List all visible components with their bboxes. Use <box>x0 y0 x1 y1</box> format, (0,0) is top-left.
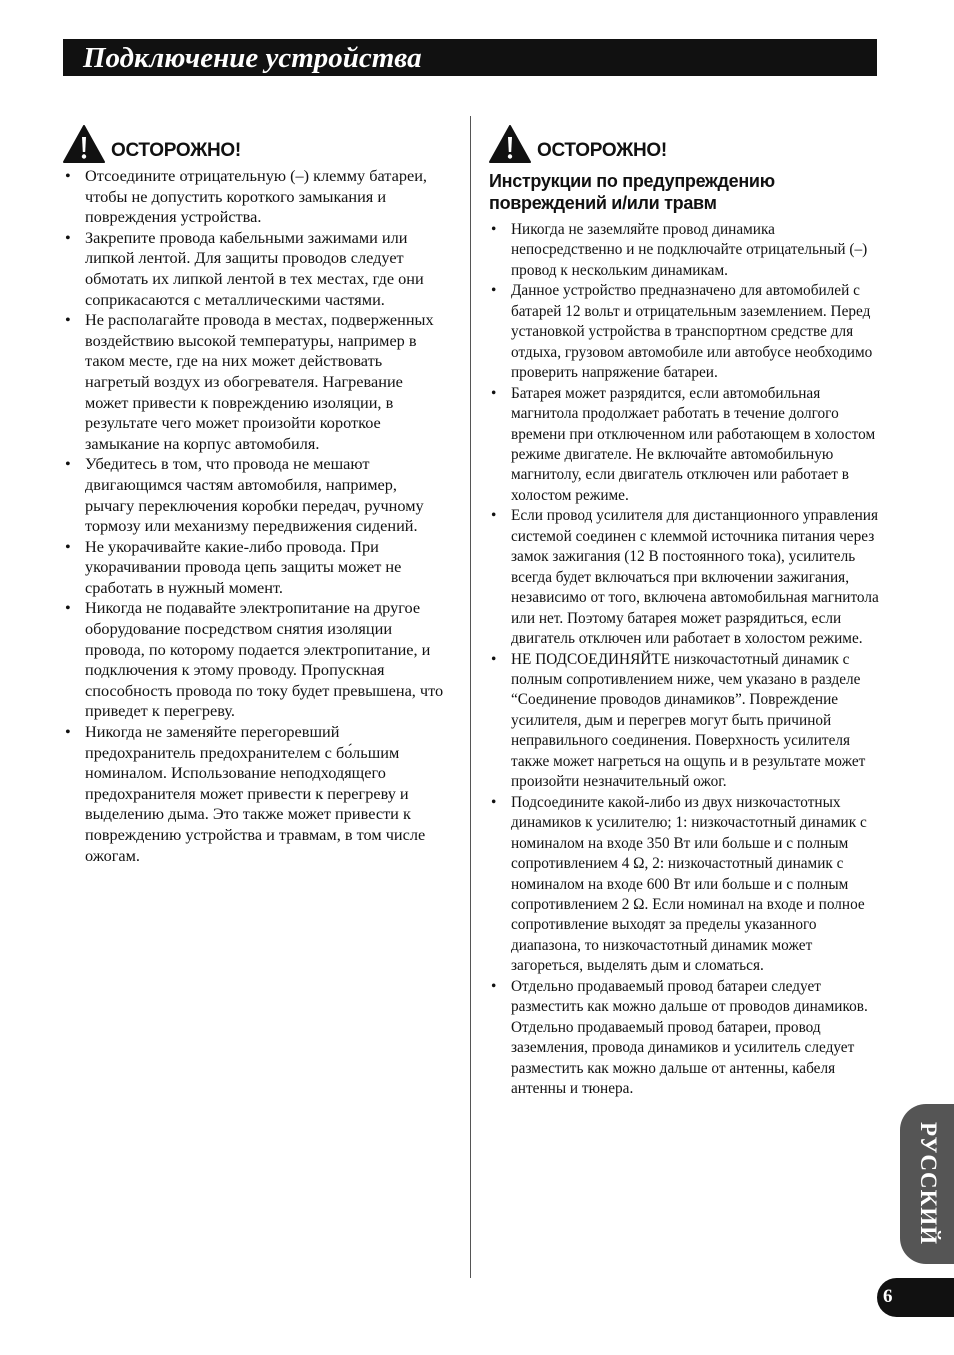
language-label: РУССКИЙ <box>916 1122 941 1246</box>
list-item: • Не укорачивайте какие-либо провода. При укорачивании провода цепь защиты может не сработать в нужный момент. <box>63 537 450 599</box>
left-column <box>63 123 450 866</box>
language-tab <box>900 1104 954 1264</box>
section-title-bar <box>63 39 877 76</box>
list-item: • Никогда не заземляйте провод динамика непосредственно и не подключайте отрицательный (–) провод к нескольким динамикам. <box>489 220 879 281</box>
caution-list <box>63 166 450 866</box>
list-item: • Отдельно продаваемый провод батареи следует разместить как можно дальше от проводов динамиков. Отдельно продаваемый провод батареи, провод заземления, провода динамиков и усилитель следует разместить как можно дальше от антенны, кабеля антенны и тюнера. <box>489 977 879 1100</box>
section-subheading: Инструкции по предупреждению повреждений и/или травм <box>489 171 775 213</box>
caution-list <box>489 220 879 1099</box>
column-divider <box>470 116 471 1278</box>
list-item: • Закрепите провода кабельными зажимами или липкой лентой. Для защиты проводов следует обмотать их липкой лентой в тех местах, где они соприкасаются с металлическими частями. <box>63 228 450 310</box>
list-item: • Не располагайте провода в местах, подверженных воздействию высокой температуры, например в таком месте, где на них может действовать нагретый воздух из обогревателя. Нагревание может привести к повреждению изоляции, в результате чего может произойти короткое замыкание на корпус автомобиля. <box>63 310 450 454</box>
list-item: • Подсоедините какой-либо из двух низкочастотных динамиков к усилителю; 1: низкочастотный динамик с номиналом на входе 350 Вт или больше и с полным сопротивлением 4 Ω, 2: низкочастотный динамик с номиналом на входе 600 Вт или больше и с полным сопротивлением 2 Ω. Если номинал на входе и полное сопротивление выходят за пределы указанного диапазона, то низкочастотный динамик может загореться, выделять дым и сломаться. <box>489 793 879 977</box>
caution-label: ОСТОРОЖНО! <box>537 140 667 161</box>
list-item: • НЕ ПОДСОЕДИНЯЙТЕ низкочастотный динамик с полным сопротивлением ниже, чем указано в разделе “Соединение проводов динамиков”. Повреждение усилителя, дым и перегрев могут быть причиной неправильного соединения. Поверхность усилителя также может нагреться на ощупь и в результате может произойти незначительный ожог. <box>489 650 879 793</box>
warning-triangle-icon <box>489 125 531 163</box>
caution-label: ОСТОРОЖНО! <box>111 140 241 161</box>
caution-heading <box>63 123 450 163</box>
list-item: • Данное устройство предназначено для автомобилей с батарей 12 вольт и отрицательным заземлением. Перед установкой устройства в транспортном средстве для отдыха, грузовом автомобиле или автобусе необходимо проверить напряжение батареи. <box>489 281 879 383</box>
list-item: • Никогда не заменяйте перегоревший предохранитель предохранителем с бо́льшим номиналом. Использование неподходящего предохранителя может привести к перегреву и выделению дыма. Это также может привести к повреждению устройства и травмам, в том числе ожогам. <box>63 722 450 866</box>
warning-triangle-icon <box>63 125 105 163</box>
list-item: • Убедитесь в том, что провода не мешают двигающимся частям автомобиля, например, рычагу переключения коробки передач, ручному тормозу или механизму передвижения сидений. <box>63 454 450 536</box>
list-item: • Если провод усилителя для дистанционного управления системой соединен с клеммой источника питания через замок зажигания (12 В постоянного тока), усилитель всегда будет включаться при включении зажигания, независимо от того, включена автомобильная магнитола или нет. Поэтому батарея может разрядиться, если двигатель отключен или работает в холостом режиме. <box>489 506 879 649</box>
page-number: 6 <box>883 1286 893 1307</box>
list-item: • Никогда не подавайте электропитание на другое оборудование посредством снятия изоляции провода, по которому подается электропитание, и подключения к этому проводу. Пропускная способность провода по току будет превышена, что приведет к перегреву. <box>63 598 450 722</box>
right-column <box>489 123 879 1099</box>
page-number-badge <box>877 1278 954 1317</box>
page-title: Подключение устройства <box>83 42 422 74</box>
list-item: • Отсоедините отрицательную (–) клемму батареи, чтобы не допустить короткого замыкания и повреждения устройства. <box>63 166 450 228</box>
list-item: • Батарея может разрядится, если автомобильная магнитола продолжает работать в течение долгого времени при отключенном или работающем в холостом режиме двигателе. Не включайте автомобильную магнитолу, если двигатель отключен или работает в холостом режиме. <box>489 384 879 507</box>
caution-heading <box>489 123 879 163</box>
